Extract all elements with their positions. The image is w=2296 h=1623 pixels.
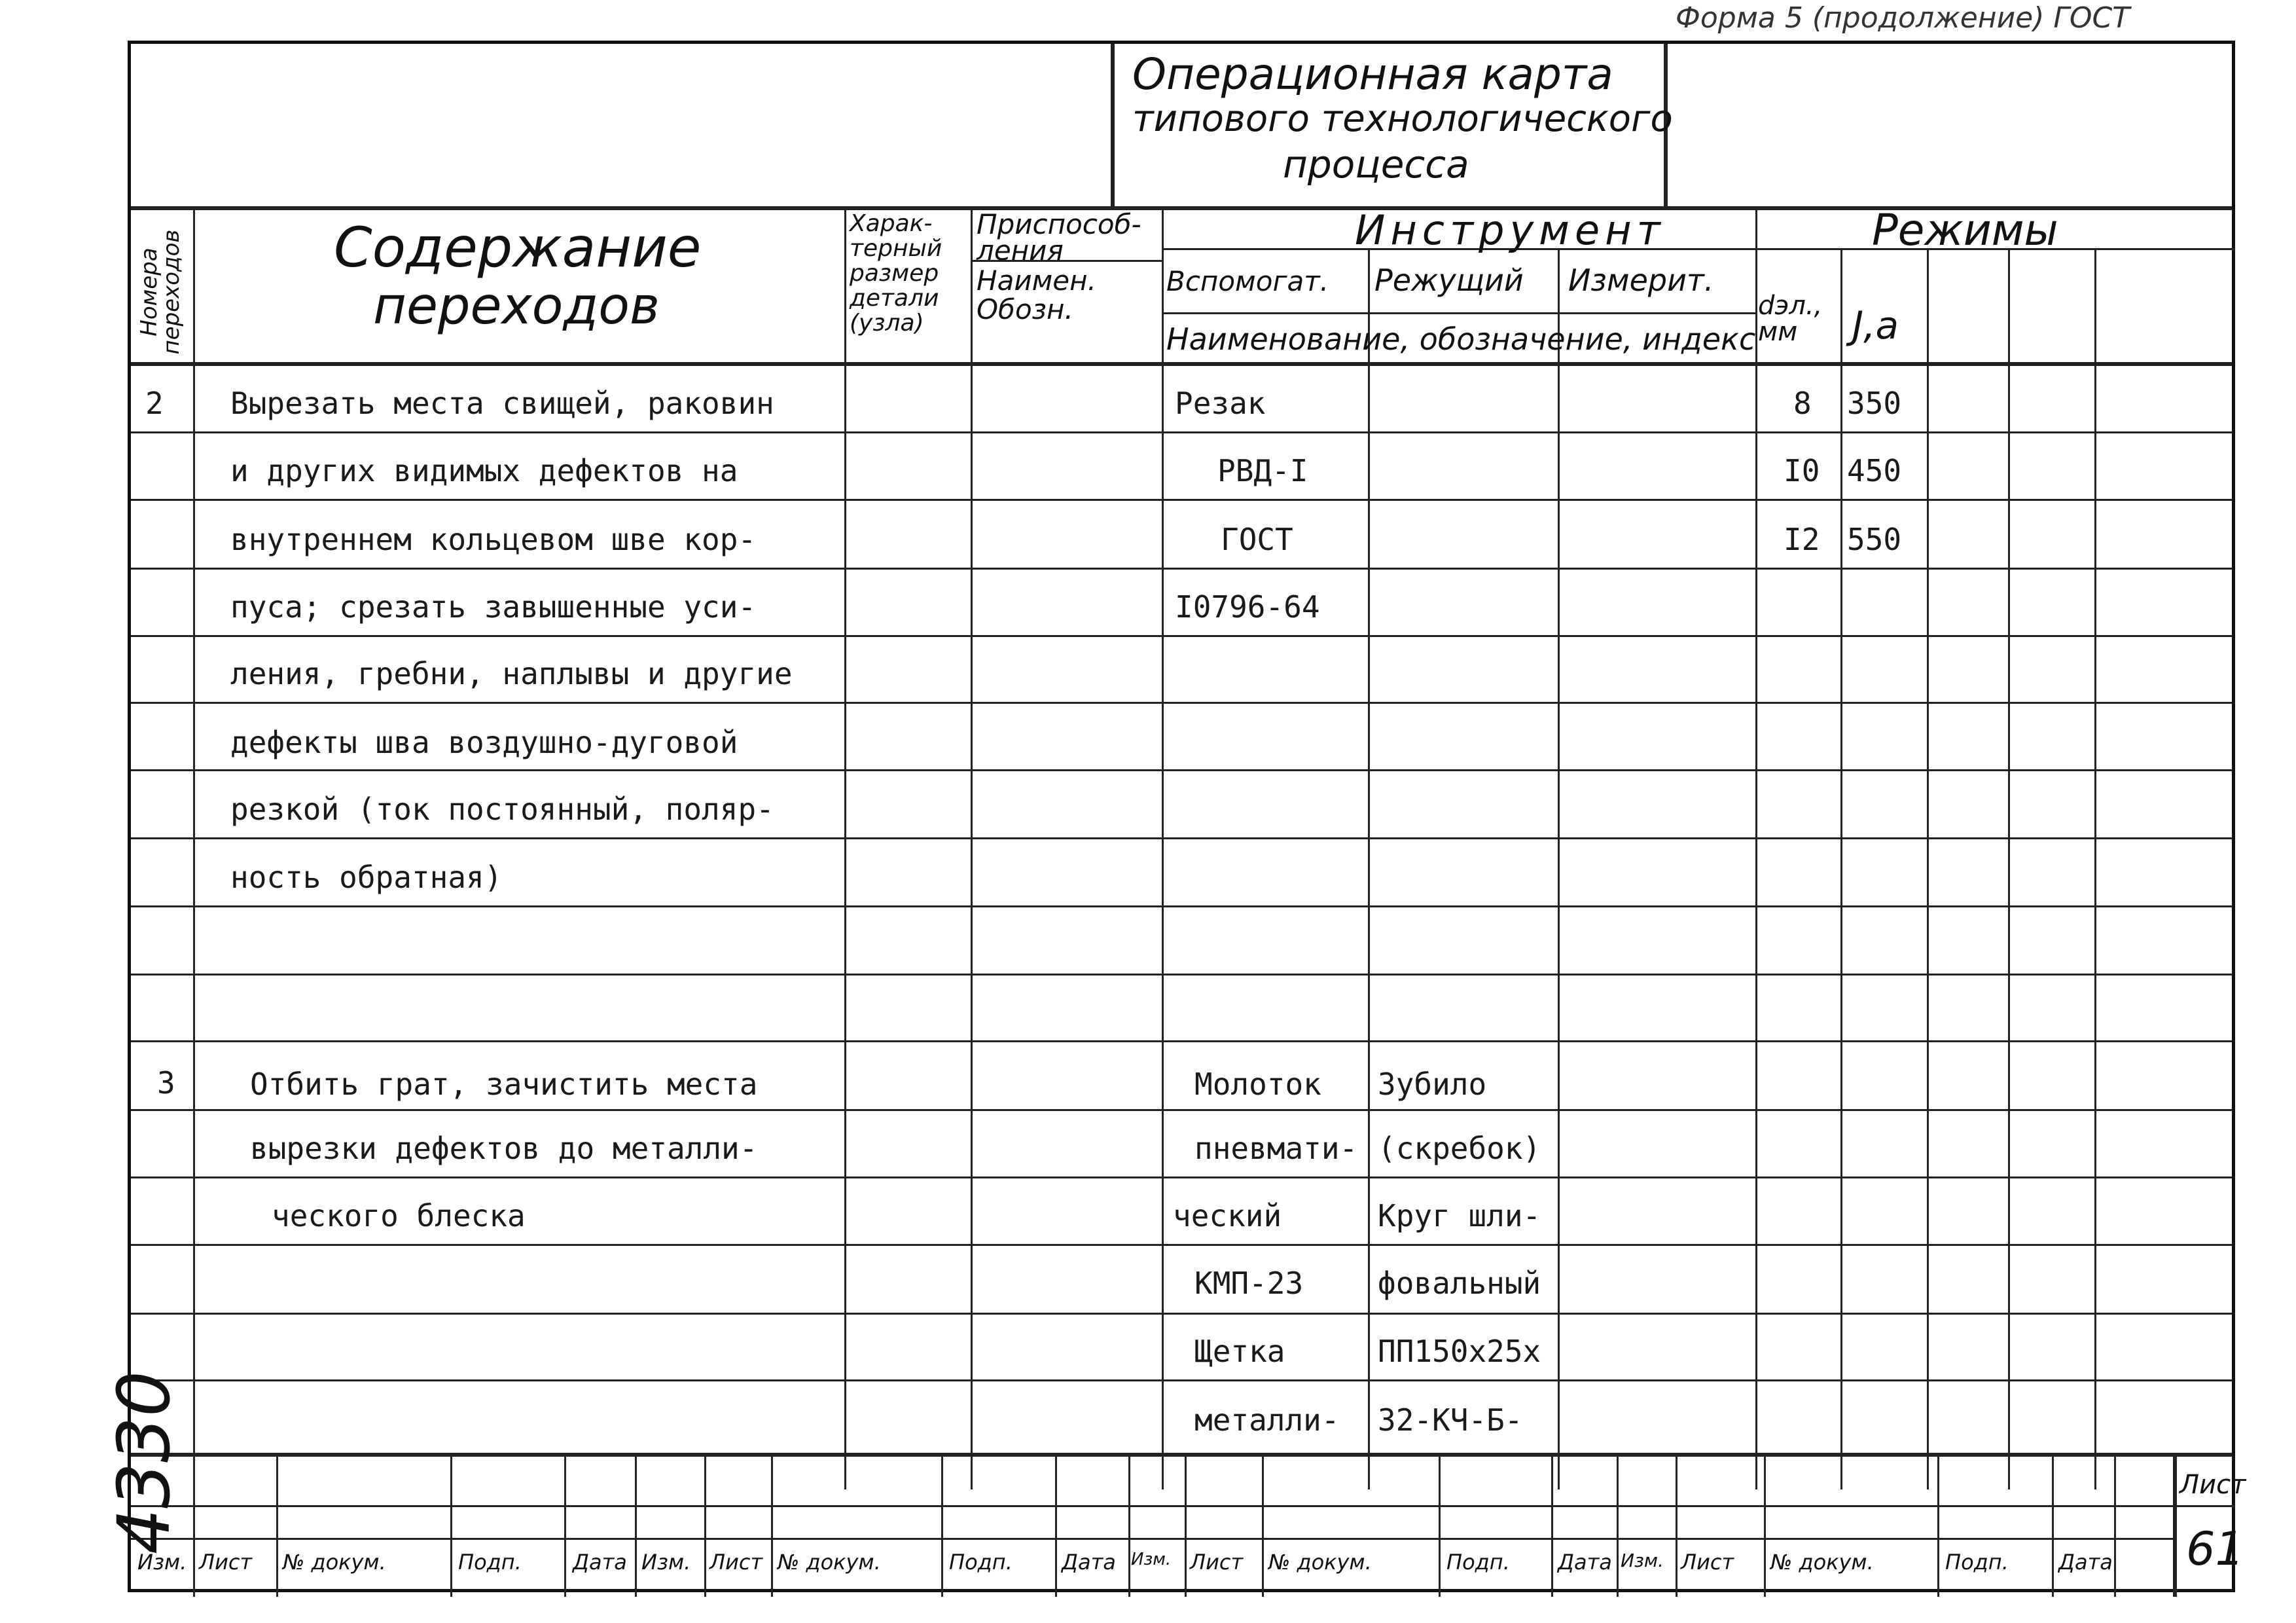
step-numbers-header: Номера переходов [136, 229, 185, 355]
step-3-aux-tool-4: КМП-23 [1194, 1266, 1304, 1301]
aux-tool-header: Вспомогат. [1166, 265, 1329, 297]
step-3-number: 3 [157, 1065, 175, 1101]
footer-label-6: Изм. [641, 1550, 691, 1575]
footer-label-19: Подп. [1945, 1550, 2009, 1575]
title-line-2: типового технологического [1132, 98, 1673, 140]
char-size-header: Харак- терный размер детали (узла) [850, 210, 942, 337]
footer-label-20: Дата [2058, 1550, 2113, 1575]
step-2-aux-tool-3: ГОСТ [1221, 522, 1293, 557]
step-2-aux-tool-2: РВД-I [1217, 453, 1308, 488]
footer-label-7: Лист [709, 1550, 763, 1575]
step-2-line-2: и других видимых дефектов на [230, 453, 738, 488]
sheet-number: 61 [2186, 1522, 2245, 1576]
step-3-aux-tool-6: металли- [1194, 1402, 1340, 1438]
footer-label-2: Лист [199, 1550, 253, 1575]
measuring-tool-header: Измерит. [1568, 263, 1714, 298]
step-2-line-5: ления, гребни, наплывы и другие [230, 656, 793, 691]
footer-label-18: № докум. [1770, 1550, 1874, 1575]
footer-label-13: № докум. [1268, 1550, 1372, 1575]
side-archive-number: 4330 [101, 1371, 186, 1554]
step-3-cutting-tool-2: (скребок) [1378, 1131, 1541, 1166]
fixtures-header: Приспособ- ления [977, 208, 1141, 266]
step-2-line-4: пуса; срезать завышенные уси- [230, 589, 757, 625]
step-2-line-8: ность обратная) [230, 860, 503, 895]
step-2-line-3: внутреннем кольцевом шве кор- [230, 522, 757, 557]
sheet-label: Лист [2179, 1470, 2246, 1500]
footer-label-1: Изм. [137, 1550, 187, 1575]
step-2-line-6: дефекты шва воздушно-дуговой [230, 725, 738, 760]
form-note: Форма 5 (продолжение) ГОСТ [1676, 1, 2130, 35]
step-3-aux-tool-3: ческий [1173, 1198, 1282, 1233]
title-line-1: Операционная карта [1132, 49, 1613, 100]
step-3-line-1: Отбить грат, зачистить места [250, 1067, 758, 1102]
tool-names-header: Наименование, обозначение, индекс [1166, 321, 1756, 357]
step-2-d-3: I2 [1784, 522, 1820, 557]
step-2-d-2: I0 [1784, 453, 1820, 488]
footer-label-4: Подп. [458, 1550, 522, 1575]
title-line-3: процесса [1283, 142, 1469, 187]
step-2-line-7: резкой (ток постоянный, поляр- [230, 792, 774, 827]
step-3-aux-tool-1: Молоток [1194, 1067, 1321, 1102]
step-2-j-2: 450 [1847, 453, 1902, 488]
step-3-cutting-tool-4: фовальный [1378, 1266, 1541, 1301]
modes-header: Режимы [1872, 205, 2058, 255]
step-2-aux-tool-1: Резак [1175, 386, 1266, 421]
step-3-cutting-tool-6: 32-КЧ-Б- [1378, 1402, 1523, 1438]
step-2-j-3: 550 [1847, 522, 1902, 557]
footer-label-9: Подп. [949, 1550, 1013, 1575]
footer-label-12: Лист [1190, 1550, 1244, 1575]
footer-label-8: № докум. [778, 1550, 881, 1575]
footer-label-15: Дата [1558, 1550, 1612, 1575]
step-3-cutting-tool-1: Зубило [1378, 1067, 1487, 1102]
step-3-line-2: вырезки дефектов до металли- [250, 1131, 758, 1166]
step-3-aux-tool-2: пневмати- [1194, 1131, 1358, 1166]
operation-card-sheet [128, 41, 2246, 1592]
d-el-header: dэл., мм [1758, 291, 1823, 347]
step-2-aux-tool-4: I0796-64 [1175, 589, 1320, 625]
footer-label-5: Дата [573, 1550, 627, 1575]
fixtures-name-header: Наимен. Обозн. [977, 264, 1096, 325]
step-3-cutting-tool-5: ПП150х25х [1378, 1334, 1541, 1369]
footer-label-16: Изм. [1621, 1550, 1664, 1571]
step-3-cutting-tool-3: Круг шли- [1378, 1198, 1541, 1233]
step-3-line-3: ческого блеска [272, 1198, 526, 1233]
step-3-aux-tool-5: Щетка [1194, 1334, 1285, 1369]
step-2-d-1: 8 [1793, 386, 1812, 421]
content-header-1: Содержание [334, 215, 702, 280]
step-2-number: 2 [145, 386, 164, 421]
current-header: J,а [1852, 303, 1899, 348]
step-2-j-1: 350 [1847, 386, 1902, 421]
footer-label-14: Подп. [1446, 1550, 1510, 1575]
tools-header: Инструмент [1355, 206, 1666, 254]
cutting-tool-header: Режущий [1374, 263, 1524, 298]
footer-label-10: Дата [1062, 1550, 1116, 1575]
footer-label-11: Изм. [1131, 1550, 1172, 1569]
step-2-line-1: Вырезать места свищей, раковин [230, 386, 774, 421]
footer-label-3: № докум. [283, 1550, 386, 1575]
content-header-2: переходов [373, 277, 660, 336]
footer-label-17: Лист [1681, 1550, 1734, 1575]
